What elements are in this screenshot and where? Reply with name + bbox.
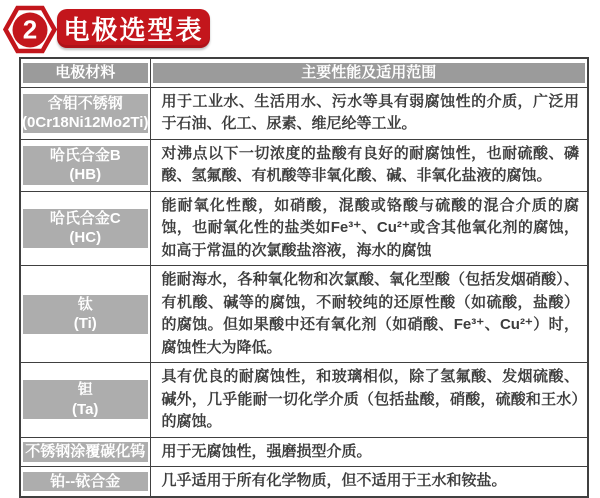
material-cell	[20, 467, 150, 497]
description-cell	[150, 87, 588, 139]
description-cell	[150, 467, 588, 497]
material-formula: (0Cr18Ni12Mo2Ti)	[22, 114, 149, 131]
column-header-material: 电极材料	[20, 58, 150, 87]
material-name: 钛	[77, 295, 93, 313]
table-row	[20, 139, 588, 191]
material-name: 哈氏合金B	[49, 146, 121, 164]
material-name: 不锈钢涂覆碳化钨	[25, 443, 146, 460]
section-number: 2	[13, 12, 48, 47]
material-name: 含钼不锈钢	[47, 94, 123, 112]
description-cell	[150, 139, 588, 191]
material-cell	[20, 87, 150, 139]
material-formula: (Ti)	[73, 315, 97, 332]
material-cell	[20, 363, 150, 438]
description-cell	[150, 191, 588, 266]
table-row	[20, 266, 588, 363]
column-header-performance: 主要性能及适用范围	[150, 58, 588, 87]
material-cell	[20, 191, 150, 266]
description-cell	[150, 363, 588, 438]
material-cell	[20, 139, 150, 191]
material-name: 哈氏合金C	[49, 209, 121, 227]
description-text: 对沸点以下一切浓度的盐酸有良好的耐腐蚀性，也耐硫酸、磷酸、氢氟酸、有机酸等非氧化酸、碱、非氧化盐液的腐蚀。	[161, 144, 579, 184]
material-formula: (Ta)	[72, 400, 99, 418]
section-title-banner	[57, 9, 210, 48]
description-text: 能耐海水，各种氧化物和次氯酸、氧化型酸（包括发烟硝酸）、有机酸、碱等的腐蚀，不耐较纯的还原性酸（如硫酸，盐酸）的腐蚀。但如果酸中还有氧化剂（如硝酸、Fe³⁺、Cu²⁺）时，腐蚀性大为降低。	[161, 271, 579, 356]
material-formula: (HC)	[69, 229, 102, 247]
section-number-badge	[3, 5, 57, 54]
table-row	[20, 87, 588, 139]
table-row	[20, 467, 588, 497]
description-cell	[150, 266, 588, 363]
description-cell	[150, 437, 588, 467]
table-row	[20, 437, 588, 467]
table-row	[20, 191, 588, 266]
description-text: 能耐氧化性酸，如硝酸，混酸或铬酸与硫酸的混合介质的腐蚀，也耐氧化性的盐类如Fe³⁺、Cu²⁺或含其他氧化剂的腐蚀，如高于常温的次氯酸盐溶液，海水的腐蚀	[161, 196, 579, 259]
material-name: 钽	[77, 381, 93, 399]
section-title: 电极选型表	[63, 15, 204, 45]
material-cell	[20, 266, 150, 363]
section-header	[0, 0, 600, 57]
electrode-selection-table	[19, 57, 589, 498]
description-text: 具有优良的耐腐蚀性，和玻璃相似，除了氢氟酸、发烟硫酸、碱外，几乎能耐一切化学介质（包括盐酸，硝酸，硫酸和王水）的腐蚀。	[161, 368, 579, 430]
material-cell	[20, 437, 150, 467]
description-text: 几乎适用于所有化学物质，但不适用于王水和铵盐。	[161, 472, 507, 489]
table-header-row	[20, 58, 588, 87]
description-text: 用于工业水、生活用水、污水等具有弱腐蚀性的介质，广泛用于石油、化工、尿素、维尼纶等工业。	[161, 92, 579, 132]
description-text: 用于无腐蚀性，强磨损型介质。	[161, 442, 372, 460]
material-name: 铂--铱合金	[50, 472, 121, 490]
material-formula: (HB)	[69, 166, 102, 183]
table-row	[20, 363, 588, 438]
